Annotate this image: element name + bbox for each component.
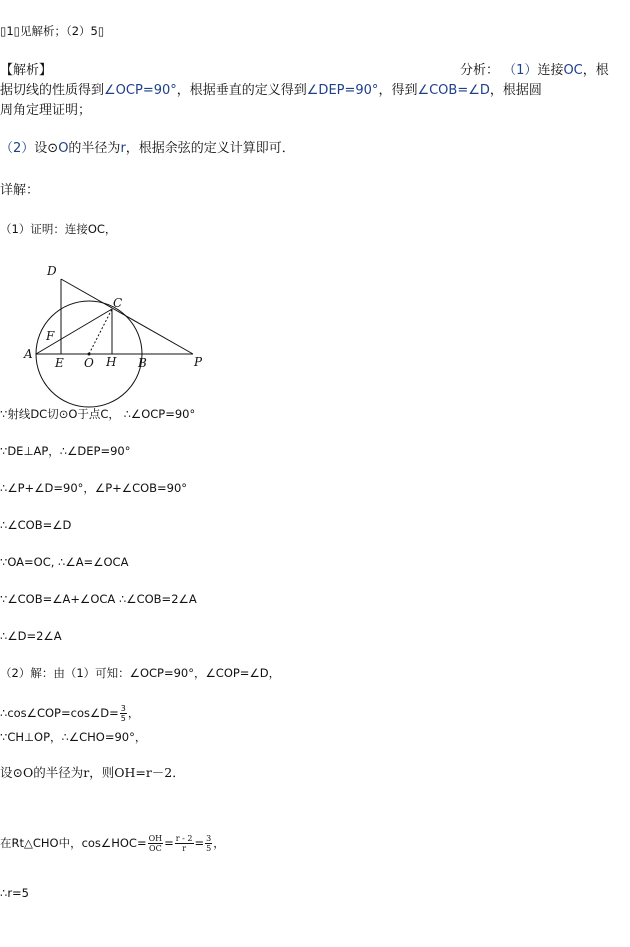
equals: = [194,836,205,850]
text: 在Rt△CHO中，cos∠HOC= [0,836,147,850]
part1-intro: （1）证明：连接OC， [0,222,117,236]
fraction-r-minus-2-over-r [175,834,194,853]
text: 的半径为 [68,141,121,156]
label-f: F [46,329,55,343]
analysis-intro [460,62,609,80]
label-a: A [24,347,33,361]
geometry-diagram [0,258,220,408]
text: ，得到 [378,83,418,98]
segment-dp [61,279,193,354]
line-end: ，根 [582,63,609,78]
label-b: B [138,356,147,370]
proof-step-2: ∵DE⊥AP，∴∠DEP=90° [0,444,131,458]
result-line: ∴r=5 [0,886,29,900]
radius-line: 设⊙O的半径为r，则OH=r－2． [0,765,185,780]
connect-text: 连接 [537,63,564,78]
label-c: C [113,296,123,310]
denominator: 5 [206,844,212,853]
proof-step-7: ∴∠D=2∠A [0,629,62,643]
label-p: P [194,355,203,369]
segment-oc: OC [563,63,583,78]
angle-dep: ∠DEP=90° [306,83,379,98]
numerator: 3 [206,834,212,843]
text: ∴cos∠COP=cos∠D= [0,706,119,720]
part2-mark: （2） [0,141,35,156]
analysis-label: 分析： [460,63,500,78]
equals: = [164,836,174,850]
text: ，根据垂直的定义得到 [176,83,307,98]
proof-step-5: ∵OA=OC, ∴∠A=∠OCA [0,555,129,569]
part1-mark: （1） [503,63,538,78]
numerator: OH [148,834,163,843]
fraction-oh-oc [148,834,164,853]
label-h: H [106,355,117,369]
answer-line [0,22,104,40]
proof-step-3: ∴∠P+∠D=90°，∠P+∠COB=90° [0,481,188,495]
text: ， [127,706,140,720]
text: 据切线的性质得到 [0,83,105,98]
denominator: r [182,844,187,853]
cos-line [0,704,139,723]
proof-step-6: ∵∠COB=∠A+∠OCA ∴∠COB=2∠A [0,592,197,606]
part2-intro: （2）解：由（1）可知：∠OCP=90°，∠COP=∠D， [0,666,281,680]
label-o: O [84,356,94,370]
fraction-3-5 [205,834,212,853]
denominator: OC [149,844,162,853]
numerator: 3 [120,704,126,713]
answer-text: ▯1▯见解析；（2）5▯ [0,24,105,38]
text: ，根据圆 [489,83,542,98]
text: 周角定理证明； [0,103,92,118]
analysis-line-2 [0,82,542,100]
numerator: r - 2 [175,834,193,843]
section-title: 【解析】 [0,63,53,78]
circle-o: O [58,141,69,156]
label-d: D [47,264,57,278]
proof-step-4: ∴∠COB=∠D [0,518,72,532]
analysis-line-3 [0,102,91,120]
proof-step-1: ∵射线DC切⊙O于点C， ∴∠OCP=90° [0,407,196,421]
angle-cob-eq-d: ∠COB=∠D [417,83,490,98]
text: ，根据余弦的定义计算即可． [125,141,295,156]
angle-ocp: ∠OCP=90° [104,83,177,98]
perp-line: ∵CH⊥OP，∴∠CHO=90°， [0,730,147,744]
denominator: 5 [120,714,126,723]
analysis-heading [0,62,52,80]
fraction-3-5 [120,704,127,723]
detail-label: 详解： [0,183,40,198]
rt-line [0,834,225,853]
radius-r: r [120,141,126,156]
analysis-line-4 [0,140,295,158]
label-e: E [55,356,64,370]
text: ， [213,836,225,850]
text: 设⊙ [34,141,59,156]
